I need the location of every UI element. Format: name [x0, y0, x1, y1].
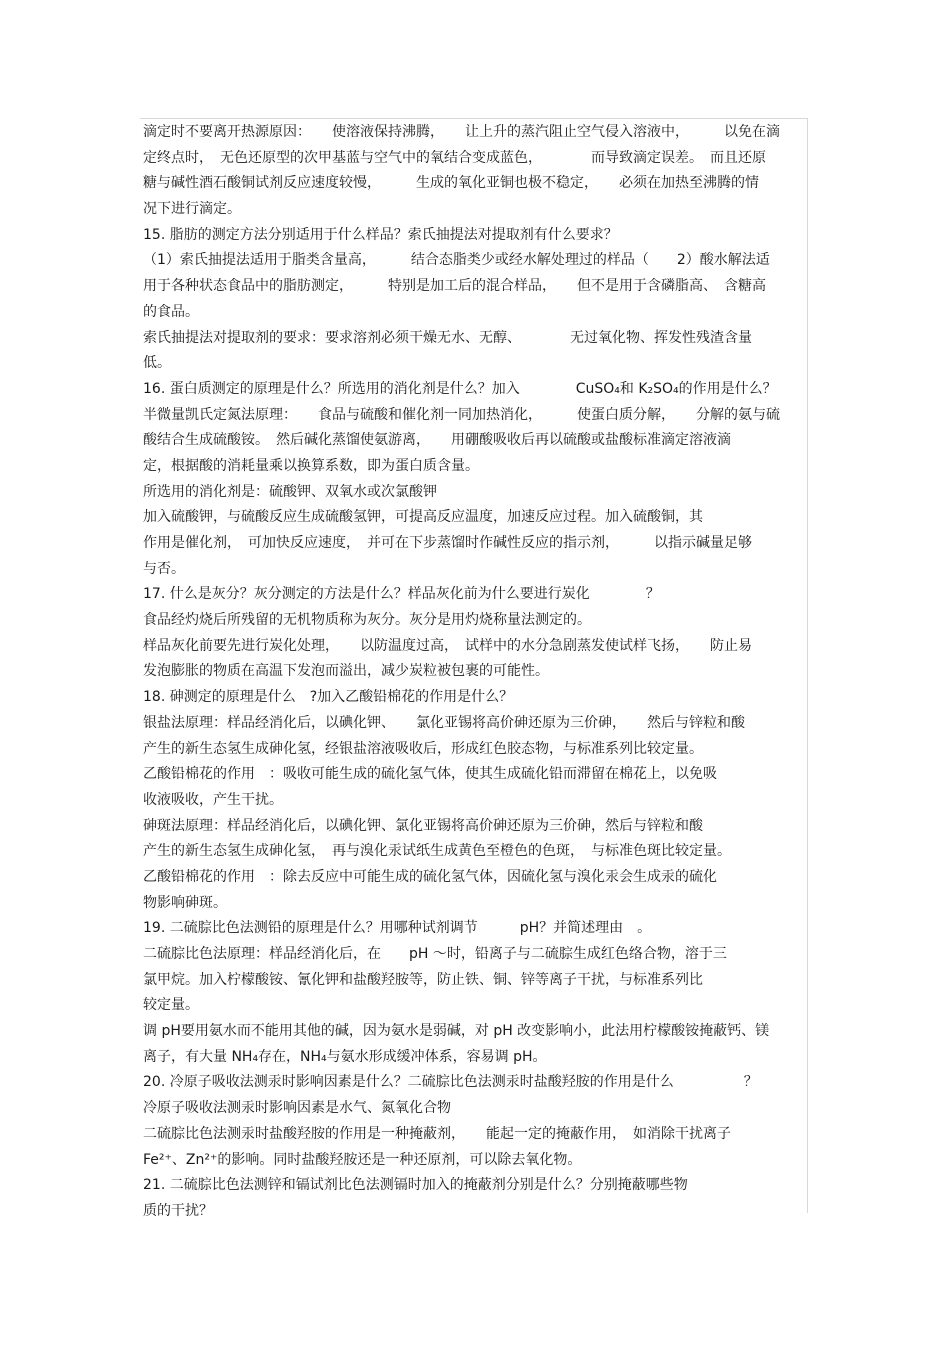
- text-line: 索氏抽提法对提取剂的要求：要求溶剂必须干燥无水、无醇、 无过氧化物、挥发性残渣含量: [143, 329, 752, 346]
- text-line: Fe²⁺、Zn²⁺的影响。同时盐酸羟胺还是一种还原剂，可以除去氧化物。: [143, 1151, 582, 1168]
- page-border-top: [140, 118, 808, 119]
- text-line: 质的干扰？: [143, 1202, 213, 1219]
- text-line: 收液吸收，产生干扰。: [143, 791, 283, 808]
- text-line: 定，根据酸的消耗量乘以换算系数，即为蛋白质含量。: [143, 457, 479, 474]
- question-heading: 21. 二硫腙比色法测锌和镉试剂比色法测镉时加入的掩蔽剂分别是什么？分别掩蔽哪些物: [143, 1177, 688, 1194]
- text-line: 低。: [143, 355, 171, 372]
- text-line: 况下进行滴定。: [143, 201, 241, 218]
- text-line: （1）索氏抽提法适用于脂类含量高， 结合态脂类少或经水解处理过的样品（ 2）酸水解法适: [143, 252, 770, 269]
- text-line: 产生的新生态氢生成砷化氢，经银盐溶液吸收后，形成红色胶态物，与标准系列比较定量。: [143, 740, 703, 757]
- question-heading: 17. 什么是灰分？灰分测定的方法是什么？样品灰化前为什么要进行炭化 ？: [143, 586, 660, 603]
- question-heading: 16. 蛋白质测定的原理是什么？所选用的消化剂是什么？加入 CuSO₄和 K₂SO₄的作用是什么？: [143, 380, 777, 397]
- text-line: 调 pH要用氨水而不能用其他的碱，因为氨水是弱碱，对 pH 改变影响小，此法用柠檬酸铵掩蔽钙、镁: [143, 1023, 770, 1040]
- text-line: 样品灰化前要先进行炭化处理， 以防温度过高， 试样中的水分急剧蒸发使试样飞扬， 防止易: [143, 637, 752, 654]
- text-line: 二硫腙比色法测汞时盐酸羟胺的作用是一种掩蔽剂， 能起一定的掩蔽作用， 如消除干扰离子: [143, 1125, 731, 1142]
- text-line: 离子，有大量 NH₄存在，NH₄与氨水形成缓冲体系，容易调 pH。: [143, 1048, 547, 1065]
- text-line: 定终点时， 无色还原型的次甲基蓝与空气中的氧结合变成蓝色， 而导致滴定误差。 而且还原: [143, 149, 766, 166]
- text-line: 乙酸铅棉花的作用 ：除去反应中可能生成的硫化氢气体，因硫化氢与溴化汞会生成汞的硫化: [143, 868, 717, 885]
- text-line: 用于各种状态食品中的脂肪测定， 特别是加工后的混合样品， 但不是用于含磷脂高、 含糖高: [143, 278, 766, 295]
- text-line: 所选用的消化剂是：硫酸钾、双氧水或次氯酸钾: [143, 483, 437, 500]
- text-line: 二硫腙比色法原理：样品经消化后，在 pH ～时，铅离子与二硫腙生成红色络合物，溶于三: [143, 946, 727, 962]
- text-line: 作用是催化剂， 可加快反应速度， 并可在下步蒸馏时作碱性反应的指示剂， 以指示碱量足够: [143, 535, 752, 551]
- text-line: 砷斑法原理：样品经消化后，以碘化钾、氯化亚锡将高价砷还原为三价砷，然后与锌粒和酸: [143, 817, 703, 834]
- text-line: 发泡膨胀的物质在高温下发泡而溢出，减少炭粒被包裹的可能性。: [143, 663, 549, 680]
- text-line: 糖与碱性酒石酸铜试剂反应速度较慢， 生成的氧化亚铜也极不稳定， 必须在加热至沸腾的情: [143, 175, 759, 192]
- question-heading: 18. 砷测定的原理是什么 ?加入乙酸铅棉花的作用是什么？: [143, 689, 514, 706]
- text-line: 产生的新生态氢生成砷化氢， 再与溴化汞试纸生成黄色至橙色的色斑， 与标准色斑比较定量。: [143, 843, 731, 860]
- text-line: 冷原子吸收法测汞时影响因素是水气、氮氧化合物: [143, 1100, 451, 1117]
- text-line: 半微量凯氏定氮法原理： 食品与硫酸和催化剂一同加热消化， 使蛋白质分解， 分解的氨与硫: [143, 406, 780, 423]
- text-line: 物影响砷斑。: [143, 894, 227, 911]
- text-line: 较定量。: [143, 997, 199, 1014]
- text-line: 银盐法原理：样品经消化后，以碘化钾、 氯化亚锡将高价砷还原为三价砷， 然后与锌粒和酸: [143, 714, 745, 731]
- question-heading: 20. 冷原子吸收法测汞时影响因素是什么？二硫腙比色法测汞时盐酸羟胺的作用是什么 ？: [143, 1074, 758, 1091]
- text-line: 的食品。: [143, 303, 199, 320]
- text-line: 滴定时不要离开热源原因： 使溶液保持沸腾， 让上升的蒸汽阻止空气侵入溶液中， 以免在滴: [143, 124, 780, 140]
- text-line: 氯甲烷。加入柠檬酸铵、氰化钾和盐酸羟胺等，防止铁、铜、锌等离子干扰，与标准系列比: [143, 971, 703, 988]
- text-line: 加入硫酸钾，与硫酸反应生成硫酸氢钾，可提高反应温度，加速反应过程。加入硫酸铜，其: [143, 509, 703, 526]
- question-heading: 19. 二硫腙比色法测铅的原理是什么？用哪种试剂调节 pH？并简述理由 。: [143, 920, 652, 937]
- page-border-right: [807, 118, 808, 1213]
- text-line: 酸结合生成硫酸铵。 然后碱化蒸馏使氨游离， 用硼酸吸收后再以硫酸或盐酸标准滴定溶液滴: [143, 432, 731, 449]
- question-heading: 15. 脂肪的测定方法分别适用于什么样品？索氏抽提法对提取剂有什么要求？: [143, 226, 618, 243]
- text-line: 乙酸铅棉花的作用 ：吸收可能生成的硫化氢气体，使其生成硫化铅而滞留在棉花上，以免吸: [143, 766, 717, 783]
- text-line: 与否。: [143, 560, 185, 577]
- text-line: 食品经灼烧后所残留的无机物质称为灰分。灰分是用灼烧称量法测定的。: [143, 612, 591, 629]
- document-body: [143, 120, 805, 1225]
